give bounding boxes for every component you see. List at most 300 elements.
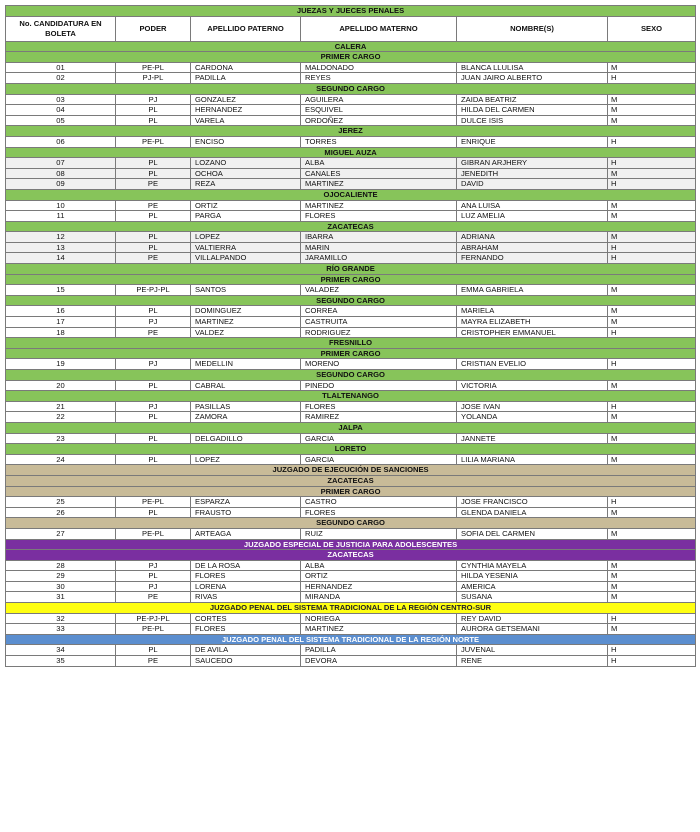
cell-sexo: H — [608, 327, 696, 338]
cell-nombres: ANA LUISA — [457, 200, 608, 211]
table-title: JUEZAS Y JUECES PENALES — [6, 6, 696, 17]
header-poder: PODER — [116, 16, 191, 41]
cell-apellido-materno: ORTIZ — [301, 571, 457, 582]
cell-poder: PJ — [116, 359, 191, 370]
cell-sexo: H — [608, 645, 696, 656]
cell-nombres: CRISTOPHER EMMANUEL — [457, 327, 608, 338]
cell-poder: PE — [116, 592, 191, 603]
cell-sexo: M — [608, 571, 696, 582]
cell-poder: PE-PL — [116, 624, 191, 635]
cell-no: 25 — [6, 497, 116, 508]
cell-sexo: H — [608, 656, 696, 667]
cell-nombres: RENE — [457, 656, 608, 667]
table-row — [6, 94, 696, 105]
section-label: JUZGADO PENAL DEL SISTEMA TRADICIONAL DE LA REGIÓN NORTE — [6, 634, 696, 645]
cell-apellido-paterno: RIVAS — [191, 592, 301, 603]
section-label: JUZGADO DE EJECUCIÓN DE SANCIONES — [6, 465, 696, 476]
cell-apellido-paterno: ORTIZ — [191, 200, 301, 211]
cell-nombres: EMMA GABRIELA — [457, 285, 608, 296]
cell-sexo: M — [608, 581, 696, 592]
table-row — [6, 645, 696, 656]
cell-nombres: ZAIDA BEATRIZ — [457, 94, 608, 105]
section-row — [6, 486, 696, 497]
cell-apellido-paterno: LOZANO — [191, 158, 301, 169]
cell-apellido-materno: RODRIGUEZ — [301, 327, 457, 338]
cell-nombres: HILDA YESENIA — [457, 571, 608, 582]
cell-no: 14 — [6, 253, 116, 264]
cell-apellido-paterno: CARDONA — [191, 62, 301, 73]
table-row — [6, 560, 696, 571]
section-row — [6, 147, 696, 158]
section-row — [6, 444, 696, 455]
cell-sexo: M — [608, 168, 696, 179]
cell-sexo: H — [608, 497, 696, 508]
candidates-table — [5, 5, 696, 667]
cell-poder: PE — [116, 327, 191, 338]
table-row — [6, 656, 696, 667]
cell-poder: PE-PL — [116, 528, 191, 539]
cell-apellido-materno: PADILLA — [301, 645, 457, 656]
cell-poder: PE-PJ-PL — [116, 285, 191, 296]
cell-no: 31 — [6, 592, 116, 603]
table-row — [6, 232, 696, 243]
cell-nombres: GIBRAN ARJHERY — [457, 158, 608, 169]
section-row — [6, 126, 696, 137]
cell-poder: PL — [116, 412, 191, 423]
cell-sexo: H — [608, 179, 696, 190]
cell-no: 26 — [6, 507, 116, 518]
cell-apellido-paterno: OCHOA — [191, 168, 301, 179]
cell-apellido-materno: REYES — [301, 73, 457, 84]
cell-apellido-paterno: LORENA — [191, 581, 301, 592]
cell-nombres: YOLANDA — [457, 412, 608, 423]
section-label: SEGUNDO CARGO — [6, 83, 696, 94]
cell-apellido-materno: MARTINEZ — [301, 624, 457, 635]
cell-apellido-paterno: HERNANDEZ — [191, 105, 301, 116]
cell-no: 03 — [6, 94, 116, 105]
cell-nombres: ENRIQUE — [457, 136, 608, 147]
cell-poder: PL — [116, 433, 191, 444]
cell-apellido-materno: DEVORA — [301, 656, 457, 667]
cell-apellido-materno: ESQUIVEL — [301, 105, 457, 116]
section-row — [6, 52, 696, 63]
cell-poder: PJ — [116, 401, 191, 412]
section-label: PRIMER CARGO — [6, 274, 696, 285]
cell-nombres: CYNTHIA MAYELA — [457, 560, 608, 571]
cell-poder: PL — [116, 571, 191, 582]
table-row — [6, 115, 696, 126]
section-label: RÍO GRANDE — [6, 264, 696, 275]
cell-no: 33 — [6, 624, 116, 635]
cell-no: 09 — [6, 179, 116, 190]
cell-sexo: M — [608, 62, 696, 73]
cell-no: 06 — [6, 136, 116, 147]
cell-poder: PL — [116, 645, 191, 656]
cell-poder: PE — [116, 179, 191, 190]
cell-no: 35 — [6, 656, 116, 667]
cell-poder: PL — [116, 507, 191, 518]
cell-apellido-paterno: ESPARZA — [191, 497, 301, 508]
cell-no: 12 — [6, 232, 116, 243]
cell-apellido-paterno: DOMINGUEZ — [191, 306, 301, 317]
cell-no: 19 — [6, 359, 116, 370]
cell-poder: PE — [116, 200, 191, 211]
table-row — [6, 317, 696, 328]
section-row — [6, 370, 696, 381]
cell-sexo: M — [608, 211, 696, 222]
cell-no: 23 — [6, 433, 116, 444]
cell-sexo: M — [608, 412, 696, 423]
cell-nombres: DAVID — [457, 179, 608, 190]
table-title-row — [6, 6, 696, 17]
cell-poder: PE-PL — [116, 136, 191, 147]
section-label: ZACATECAS — [6, 475, 696, 486]
cell-poder: PL — [116, 380, 191, 391]
cell-apellido-paterno: LOPEZ — [191, 232, 301, 243]
cell-nombres: AMERICA — [457, 581, 608, 592]
cell-no: 07 — [6, 158, 116, 169]
section-row — [6, 475, 696, 486]
cell-sexo: M — [608, 592, 696, 603]
cell-apellido-materno: MARTINEZ — [301, 200, 457, 211]
cell-nombres: HILDA DEL CARMEN — [457, 105, 608, 116]
table-body — [6, 6, 696, 667]
table-row — [6, 401, 696, 412]
table-row — [6, 136, 696, 147]
table-row — [6, 380, 696, 391]
cell-sexo: M — [608, 200, 696, 211]
section-label: TLALTENANGO — [6, 391, 696, 402]
cell-poder: PE-PJ-PL — [116, 613, 191, 624]
section-row — [6, 603, 696, 614]
cell-apellido-materno: CORREA — [301, 306, 457, 317]
cell-apellido-materno: AGUILERA — [301, 94, 457, 105]
cell-sexo: M — [608, 507, 696, 518]
cell-apellido-paterno: GONZALEZ — [191, 94, 301, 105]
cell-apellido-paterno: PASILLAS — [191, 401, 301, 412]
cell-nombres: BLANCA LLULISA — [457, 62, 608, 73]
table-row — [6, 433, 696, 444]
section-row — [6, 338, 696, 349]
table-row — [6, 412, 696, 423]
document-page — [5, 5, 695, 667]
cell-apellido-materno: FLORES — [301, 211, 457, 222]
section-row — [6, 391, 696, 402]
table-row — [6, 200, 696, 211]
section-label: JUZGADO ESPECIAL DE JUSTICIA PARA ADOLESCENTES — [6, 539, 696, 550]
section-row — [6, 83, 696, 94]
table-row — [6, 253, 696, 264]
cell-nombres: ABRAHAM — [457, 242, 608, 253]
header-apellido-materno: APELLIDO MATERNO — [301, 16, 457, 41]
cell-nombres: MAYRA ELIZABETH — [457, 317, 608, 328]
cell-apellido-materno: VALADEZ — [301, 285, 457, 296]
cell-nombres: JOSE IVAN — [457, 401, 608, 412]
cell-no: 22 — [6, 412, 116, 423]
cell-no: 28 — [6, 560, 116, 571]
table-row — [6, 624, 696, 635]
cell-apellido-paterno: DELGADILLO — [191, 433, 301, 444]
cell-nombres: JUAN JAIRO ALBERTO — [457, 73, 608, 84]
cell-nombres: SOFIA DEL CARMEN — [457, 528, 608, 539]
cell-apellido-materno: ORDOÑEZ — [301, 115, 457, 126]
section-label: SEGUNDO CARGO — [6, 518, 696, 529]
table-row — [6, 528, 696, 539]
section-label: ZACATECAS — [6, 221, 696, 232]
cell-apellido-paterno: SAUCEDO — [191, 656, 301, 667]
table-row — [6, 359, 696, 370]
cell-poder: PL — [116, 242, 191, 253]
cell-apellido-materno: FLORES — [301, 401, 457, 412]
cell-sexo: H — [608, 158, 696, 169]
cell-no: 13 — [6, 242, 116, 253]
cell-apellido-paterno: LOPEZ — [191, 454, 301, 465]
cell-sexo: M — [608, 94, 696, 105]
cell-apellido-paterno: ARTEAGA — [191, 528, 301, 539]
cell-sexo: M — [608, 433, 696, 444]
cell-apellido-paterno: ENCISO — [191, 136, 301, 147]
cell-sexo: M — [608, 115, 696, 126]
section-label: JEREZ — [6, 126, 696, 137]
section-label: ZACATECAS — [6, 550, 696, 561]
table-row — [6, 571, 696, 582]
cell-nombres: LUZ AMELIA — [457, 211, 608, 222]
cell-sexo: H — [608, 613, 696, 624]
cell-no: 16 — [6, 306, 116, 317]
cell-apellido-materno: MARTINEZ — [301, 179, 457, 190]
cell-apellido-materno: RAMIREZ — [301, 412, 457, 423]
cell-poder: PJ-PL — [116, 73, 191, 84]
cell-no: 27 — [6, 528, 116, 539]
cell-poder: PJ — [116, 560, 191, 571]
table-row — [6, 306, 696, 317]
table-row — [6, 454, 696, 465]
section-label: PRIMER CARGO — [6, 52, 696, 63]
cell-poder: PJ — [116, 94, 191, 105]
section-row — [6, 539, 696, 550]
section-label: MIGUEL AUZA — [6, 147, 696, 158]
section-row — [6, 634, 696, 645]
table-row — [6, 242, 696, 253]
cell-apellido-materno: CASTRUITA — [301, 317, 457, 328]
cell-apellido-paterno: VARELA — [191, 115, 301, 126]
cell-sexo: H — [608, 359, 696, 370]
section-row — [6, 348, 696, 359]
cell-poder: PJ — [116, 317, 191, 328]
cell-apellido-paterno: ZAMORA — [191, 412, 301, 423]
cell-sexo: M — [608, 317, 696, 328]
table-row — [6, 105, 696, 116]
cell-nombres: SUSANA — [457, 592, 608, 603]
cell-no: 18 — [6, 327, 116, 338]
cell-no: 15 — [6, 285, 116, 296]
cell-apellido-materno: CANALES — [301, 168, 457, 179]
cell-sexo: M — [608, 380, 696, 391]
table-row — [6, 507, 696, 518]
cell-sexo: M — [608, 232, 696, 243]
cell-apellido-materno: GARCIA — [301, 433, 457, 444]
cell-sexo: H — [608, 401, 696, 412]
section-label: CALERA — [6, 41, 696, 52]
section-row — [6, 465, 696, 476]
cell-nombres: JENEDITH — [457, 168, 608, 179]
cell-nombres: JANNETE — [457, 433, 608, 444]
cell-sexo: H — [608, 136, 696, 147]
header-row — [6, 16, 696, 41]
cell-no: 32 — [6, 613, 116, 624]
cell-poder: PL — [116, 232, 191, 243]
cell-sexo: M — [608, 624, 696, 635]
section-label: OJOCALIENTE — [6, 189, 696, 200]
cell-apellido-materno: FLORES — [301, 507, 457, 518]
cell-apellido-materno: MARIN — [301, 242, 457, 253]
cell-poder: PL — [116, 454, 191, 465]
header-sexo: SEXO — [608, 16, 696, 41]
header-no-candidatura: No. CANDIDATURA EN BOLETA — [6, 16, 116, 41]
cell-poder: PE — [116, 656, 191, 667]
cell-apellido-paterno: SANTOS — [191, 285, 301, 296]
cell-apellido-materno: NORIEGA — [301, 613, 457, 624]
table-row — [6, 592, 696, 603]
cell-no: 01 — [6, 62, 116, 73]
cell-no: 29 — [6, 571, 116, 582]
table-row — [6, 73, 696, 84]
section-label: JUZGADO PENAL DEL SISTEMA TRADICIONAL DE LA REGIÓN CENTRO-SUR — [6, 603, 696, 614]
section-row — [6, 422, 696, 433]
section-label: PRIMER CARGO — [6, 486, 696, 497]
cell-apellido-paterno: PADILLA — [191, 73, 301, 84]
section-row — [6, 550, 696, 561]
cell-no: 20 — [6, 380, 116, 391]
cell-apellido-paterno: DE AVILA — [191, 645, 301, 656]
cell-nombres: LILIA MARIANA — [457, 454, 608, 465]
cell-apellido-materno: JARAMILLO — [301, 253, 457, 264]
section-row — [6, 221, 696, 232]
cell-poder: PL — [116, 211, 191, 222]
cell-apellido-materno: CASTRO — [301, 497, 457, 508]
cell-nombres: JOSE FRANCISCO — [457, 497, 608, 508]
section-label: FRESNILLO — [6, 338, 696, 349]
cell-sexo: H — [608, 253, 696, 264]
section-row — [6, 518, 696, 529]
cell-apellido-paterno: MARTINEZ — [191, 317, 301, 328]
cell-apellido-paterno: CORTES — [191, 613, 301, 624]
section-label: PRIMER CARGO — [6, 348, 696, 359]
table-row — [6, 581, 696, 592]
cell-nombres: FERNANDO — [457, 253, 608, 264]
cell-apellido-paterno: FRAUSTO — [191, 507, 301, 518]
cell-nombres: VICTORIA — [457, 380, 608, 391]
section-label: JALPA — [6, 422, 696, 433]
cell-nombres: MARIELA — [457, 306, 608, 317]
cell-poder: PJ — [116, 581, 191, 592]
table-row — [6, 179, 696, 190]
cell-no: 21 — [6, 401, 116, 412]
cell-apellido-materno: ALBA — [301, 158, 457, 169]
header-nombres: NOMBRE(S) — [457, 16, 608, 41]
cell-apellido-paterno: FLORES — [191, 571, 301, 582]
cell-apellido-paterno: PARGA — [191, 211, 301, 222]
table-row — [6, 168, 696, 179]
cell-poder: PL — [116, 115, 191, 126]
cell-sexo: M — [608, 528, 696, 539]
table-row — [6, 327, 696, 338]
table-row — [6, 285, 696, 296]
cell-poder: PL — [116, 306, 191, 317]
section-label: SEGUNDO CARGO — [6, 370, 696, 381]
cell-apellido-materno: HERNANDEZ — [301, 581, 457, 592]
cell-apellido-materno: RUIZ — [301, 528, 457, 539]
cell-apellido-paterno: VILLALPANDO — [191, 253, 301, 264]
cell-no: 02 — [6, 73, 116, 84]
cell-poder: PE-PL — [116, 497, 191, 508]
cell-apellido-materno: TORRES — [301, 136, 457, 147]
cell-poder: PL — [116, 168, 191, 179]
header-apellido-paterno: APELLIDO PATERNO — [191, 16, 301, 41]
cell-apellido-paterno: VALDEZ — [191, 327, 301, 338]
table-row — [6, 613, 696, 624]
cell-sexo: M — [608, 306, 696, 317]
cell-poder: PL — [116, 105, 191, 116]
cell-apellido-paterno: REZA — [191, 179, 301, 190]
section-row — [6, 41, 696, 52]
cell-sexo: M — [608, 285, 696, 296]
cell-poder: PE — [116, 253, 191, 264]
cell-apellido-materno: MORENO — [301, 359, 457, 370]
cell-apellido-paterno: FLORES — [191, 624, 301, 635]
cell-apellido-paterno: CABRAL — [191, 380, 301, 391]
cell-apellido-paterno: DE LA ROSA — [191, 560, 301, 571]
section-label: SEGUNDO CARGO — [6, 295, 696, 306]
table-row — [6, 62, 696, 73]
section-label: LORETO — [6, 444, 696, 455]
section-row — [6, 295, 696, 306]
section-row — [6, 189, 696, 200]
cell-apellido-materno: MALDONADO — [301, 62, 457, 73]
cell-poder: PE-PL — [116, 62, 191, 73]
cell-apellido-materno: MIRANDA — [301, 592, 457, 603]
cell-no: 17 — [6, 317, 116, 328]
cell-sexo: M — [608, 560, 696, 571]
cell-nombres: GLENDA DANIELA — [457, 507, 608, 518]
cell-nombres: JUVENAL — [457, 645, 608, 656]
table-row — [6, 497, 696, 508]
cell-no: 10 — [6, 200, 116, 211]
cell-no: 34 — [6, 645, 116, 656]
table-row — [6, 211, 696, 222]
cell-nombres: REY DAVID — [457, 613, 608, 624]
cell-sexo: M — [608, 105, 696, 116]
section-row — [6, 264, 696, 275]
cell-nombres: CRISTIAN EVELIO — [457, 359, 608, 370]
section-row — [6, 274, 696, 285]
cell-nombres: AURORA GETSEMANI — [457, 624, 608, 635]
cell-apellido-paterno: MEDELLIN — [191, 359, 301, 370]
cell-apellido-materno: IBARRA — [301, 232, 457, 243]
cell-no: 08 — [6, 168, 116, 179]
cell-poder: PL — [116, 158, 191, 169]
cell-no: 30 — [6, 581, 116, 592]
table-row — [6, 158, 696, 169]
cell-sexo: M — [608, 454, 696, 465]
cell-sexo: H — [608, 242, 696, 253]
cell-sexo: H — [608, 73, 696, 84]
cell-no: 24 — [6, 454, 116, 465]
cell-nombres: ADRIANA — [457, 232, 608, 243]
cell-apellido-materno: PINEDO — [301, 380, 457, 391]
cell-apellido-materno: ALBA — [301, 560, 457, 571]
cell-no: 05 — [6, 115, 116, 126]
